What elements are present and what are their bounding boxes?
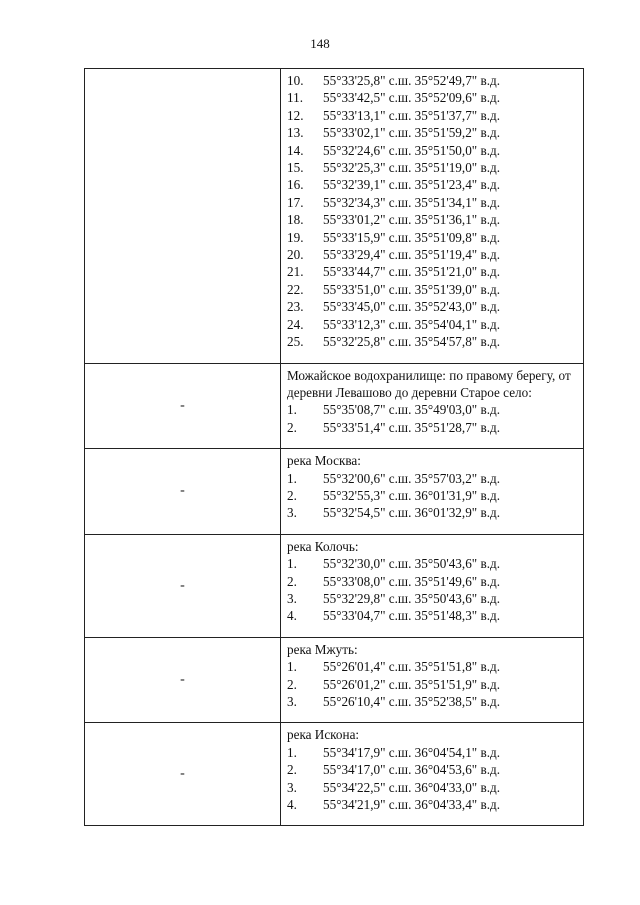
section-content bbox=[281, 363, 584, 449]
section-marker: - bbox=[85, 449, 281, 535]
point-coordinates: 55°32'30,0" с.ш. 35°50'43,6" в.д. bbox=[323, 556, 500, 572]
point-coordinates: 55°26'01,2" с.ш. 35°51'51,9" в.д. bbox=[323, 676, 500, 692]
coordinate-item bbox=[287, 504, 583, 521]
coordinate-item bbox=[287, 89, 583, 106]
point-coordinates: 55°33'02,1" с.ш. 35°51'59,2" в.д. bbox=[323, 125, 500, 141]
point-number: 4. bbox=[287, 608, 297, 624]
point-coordinates: 55°32'00,6" с.ш. 35°57'03,2" в.д. bbox=[323, 470, 500, 486]
coordinate-item bbox=[287, 263, 583, 280]
point-coordinates: 55°34'21,9" с.ш. 36°04'33,4" в.д. bbox=[323, 797, 500, 813]
point-coordinates: 55°33'45,0" с.ш. 35°52'43,0" в.д. bbox=[323, 299, 500, 315]
coordinate-item bbox=[287, 142, 583, 159]
table-row bbox=[85, 69, 584, 364]
point-number: 21. bbox=[287, 264, 304, 280]
point-number: 11. bbox=[287, 90, 303, 106]
point-coordinates: 55°32'54,5" с.ш. 36°01'32,9" в.д. bbox=[323, 505, 500, 521]
section-title: река Колочь: bbox=[287, 538, 359, 554]
point-coordinates: 55°33'51,0" с.ш. 35°51'39,0" в.д. bbox=[323, 281, 500, 297]
coordinate-item bbox=[287, 779, 583, 796]
section-marker: - bbox=[85, 723, 281, 826]
point-number: 10. bbox=[287, 73, 304, 88]
point-coordinates: 55°34'22,5" с.ш. 36°04'33,0" в.д. bbox=[323, 779, 500, 795]
point-number: 3. bbox=[287, 590, 297, 606]
point-coordinates: 55°33'42,5" с.ш. 35°52'09,6" в.д. bbox=[323, 90, 500, 106]
coordinate-item bbox=[287, 159, 583, 176]
point-number: 19. bbox=[287, 229, 304, 245]
point-number: 2. bbox=[287, 487, 297, 503]
point-coordinates: 55°32'25,8" с.ш. 35°54'57,8" в.д. bbox=[323, 334, 500, 350]
coordinate-item bbox=[287, 470, 583, 487]
point-number: 24. bbox=[287, 316, 304, 332]
section-content bbox=[281, 723, 584, 826]
point-number: 1. bbox=[287, 744, 297, 760]
section-marker: - bbox=[85, 363, 281, 449]
coordinate-item bbox=[287, 419, 583, 436]
section-marker: - bbox=[85, 534, 281, 637]
coordinate-item bbox=[287, 555, 583, 572]
point-number: 2. bbox=[287, 419, 297, 435]
coordinate-item bbox=[287, 333, 583, 350]
point-number: 15. bbox=[287, 160, 304, 176]
point-number: 1. bbox=[287, 470, 297, 486]
point-coordinates: 55°35'08,7" с.ш. 35°49'03,0" в.д. bbox=[323, 402, 500, 418]
coordinate-item bbox=[287, 72, 583, 89]
coordinate-item bbox=[287, 796, 583, 813]
coordinate-item bbox=[287, 676, 583, 693]
coordinate-item bbox=[287, 401, 583, 418]
coordinate-item bbox=[287, 744, 583, 761]
point-number: 22. bbox=[287, 281, 304, 297]
table-row bbox=[85, 449, 584, 535]
coordinate-item bbox=[287, 246, 583, 263]
point-coordinates: 55°32'55,3" с.ш. 36°01'31,9" в.д. bbox=[323, 487, 500, 503]
table-row bbox=[85, 534, 584, 637]
table-row bbox=[85, 723, 584, 826]
section-content bbox=[281, 449, 584, 535]
point-number: 1. bbox=[287, 402, 297, 418]
section-title: река Москва: bbox=[287, 453, 361, 469]
point-coordinates: 55°33'15,9" с.ш. 35°51'09,8" в.д. bbox=[323, 229, 500, 245]
coordinate-item bbox=[287, 298, 583, 315]
point-number: 20. bbox=[287, 247, 304, 263]
point-number: 2. bbox=[287, 676, 297, 692]
point-number: 3. bbox=[287, 779, 297, 795]
page-number: 148 bbox=[310, 36, 330, 51]
point-number: 23. bbox=[287, 299, 304, 315]
point-number: 12. bbox=[287, 107, 304, 123]
point-coordinates: 55°32'34,3" с.ш. 35°51'34,1" в.д. bbox=[323, 194, 500, 210]
point-coordinates: 55°33'04,7" с.ш. 35°51'48,3" в.д. bbox=[323, 608, 500, 624]
point-coordinates: 55°33'44,7" с.ш. 35°51'21,0" в.д. bbox=[323, 264, 500, 280]
point-coordinates: 55°32'39,1" с.ш. 35°51'23,4" в.д. bbox=[323, 177, 500, 193]
coordinate-item bbox=[287, 194, 583, 211]
section-content bbox=[281, 637, 584, 723]
point-number: 4. bbox=[287, 797, 297, 813]
point-coordinates: 55°33'25,8" с.ш. 35°52'49,7" в.д. bbox=[323, 73, 500, 88]
coordinate-item bbox=[287, 487, 583, 504]
point-coordinates: 55°33'08,0" с.ш. 35°51'49,6" в.д. bbox=[323, 573, 500, 589]
point-coordinates: 55°33'13,1" с.ш. 35°51'37,7" в.д. bbox=[323, 107, 500, 123]
point-coordinates: 55°32'24,6" с.ш. 35°51'50,0" в.д. bbox=[323, 142, 500, 158]
coordinate-item bbox=[287, 316, 583, 333]
coordinate-item bbox=[287, 693, 583, 710]
point-number: 18. bbox=[287, 212, 304, 228]
section-marker: - bbox=[85, 637, 281, 723]
section-content bbox=[281, 69, 584, 364]
section-title: река Искона: bbox=[287, 727, 360, 743]
coordinate-item bbox=[287, 590, 583, 607]
coordinate-item bbox=[287, 176, 583, 193]
coordinate-item bbox=[287, 761, 583, 778]
point-number: 2. bbox=[287, 573, 297, 589]
point-number: 3. bbox=[287, 505, 297, 521]
table-row bbox=[85, 637, 584, 723]
section-content bbox=[281, 534, 584, 637]
section-title: Можайское водохранилище: по правому берегу, от деревни Левашово до деревни Старое село: bbox=[287, 367, 571, 400]
coordinate-item bbox=[287, 211, 583, 228]
coordinate-item bbox=[287, 107, 583, 124]
point-number: 1. bbox=[287, 556, 297, 572]
table-body bbox=[85, 69, 584, 826]
section-marker bbox=[85, 69, 281, 364]
coordinate-item bbox=[287, 573, 583, 590]
point-coordinates: 55°33'01,2" с.ш. 35°51'36,1" в.д. bbox=[323, 212, 500, 228]
point-coordinates: 55°34'17,0" с.ш. 36°04'53,6" в.д. bbox=[323, 762, 500, 778]
point-number: 25. bbox=[287, 334, 304, 350]
point-coordinates: 55°33'29,4" с.ш. 35°51'19,4" в.д. bbox=[323, 247, 500, 263]
coordinate-item bbox=[287, 229, 583, 246]
table-row bbox=[85, 363, 584, 449]
point-coordinates: 55°26'10,4" с.ш. 35°52'38,5" в.д. bbox=[323, 694, 500, 709]
point-coordinates: 55°34'17,9" с.ш. 36°04'54,1" в.д. bbox=[323, 744, 500, 760]
point-number: 17. bbox=[287, 194, 304, 210]
coordinate-item bbox=[287, 124, 583, 141]
point-number: 14. bbox=[287, 142, 304, 158]
point-number: 16. bbox=[287, 177, 304, 193]
point-coordinates: 55°32'29,8" с.ш. 35°50'43,6" в.д. bbox=[323, 590, 500, 606]
point-number: 2. bbox=[287, 762, 297, 778]
coordinate-item bbox=[287, 607, 583, 624]
point-coordinates: 55°26'01,4" с.ш. 35°51'51,8" в.д. bbox=[323, 659, 500, 675]
coordinate-item bbox=[287, 658, 583, 675]
point-coordinates: 55°33'51,4" с.ш. 35°51'28,7" в.д. bbox=[323, 419, 500, 435]
coordinate-item bbox=[287, 281, 583, 298]
section-title: река Мжуть: bbox=[287, 641, 358, 657]
point-coordinates: 55°33'12,3" с.ш. 35°54'04,1" в.д. bbox=[323, 316, 500, 332]
point-number: 1. bbox=[287, 659, 297, 675]
point-number: 3. bbox=[287, 694, 297, 709]
point-number: 13. bbox=[287, 125, 304, 141]
coordinates-table bbox=[84, 68, 584, 826]
point-coordinates: 55°32'25,3" с.ш. 35°51'19,0" в.д. bbox=[323, 160, 500, 176]
